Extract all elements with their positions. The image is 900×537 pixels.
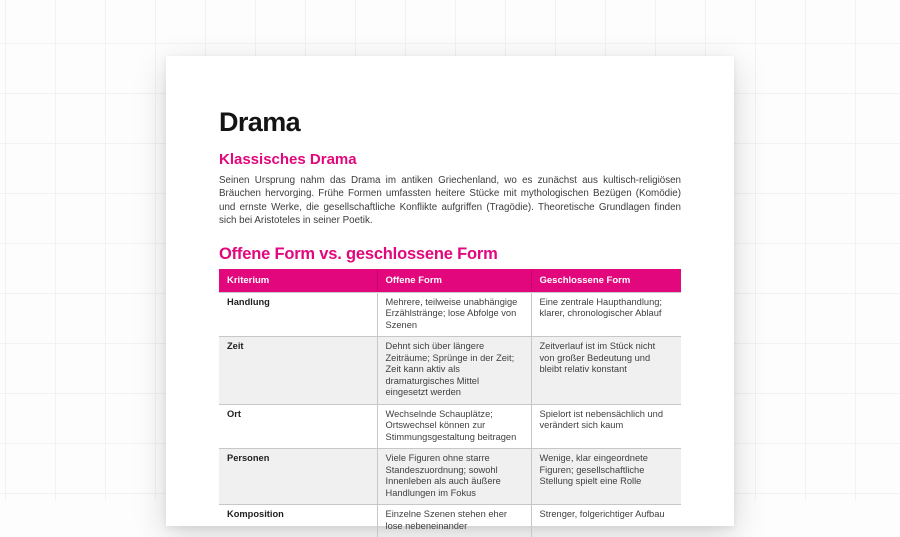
- row-label: Handlung: [219, 292, 377, 337]
- table-header-row: [219, 269, 681, 293]
- document-page: [166, 56, 734, 531]
- row-label: Zeit: [219, 337, 377, 405]
- cell-offene-form: Einzelne Szenen stehen eher lose nebeneinander: [377, 505, 531, 537]
- row-label: Ort: [219, 404, 377, 449]
- page-title: Drama: [219, 107, 301, 137]
- row-label: Komposition: [219, 505, 377, 537]
- row-label: Personen: [219, 449, 377, 505]
- cell-offene-form: Wechselnde Schauplätze; Ortswechsel können zur Stimmungsgestaltung beitragen: [377, 404, 531, 449]
- cell-geschlossene-form: Zeitverlauf ist im Stück nicht von großer Bedeutung und bleibt relativ konstant: [531, 337, 681, 405]
- table-row-komposition-clipped: [219, 505, 681, 537]
- section-heading-formvergleich: Offene Form vs. geschlossene Form: [219, 244, 498, 263]
- table-row-handlung: [219, 292, 681, 337]
- cell-geschlossene-form: Wenige, klar eingeordnete Figuren; gesellschaftliche Stellung spielt eine Rolle: [531, 449, 681, 505]
- table-row-zeit: [219, 337, 681, 405]
- table-body: [219, 292, 681, 537]
- cell-geschlossene-form: Eine zentrale Haupthandlung; klarer, chronologischer Ablauf: [531, 292, 681, 337]
- column-header-kriterium: Kriterium: [219, 269, 377, 293]
- table-row-personen: [219, 449, 681, 505]
- column-header-offene-form: Offene Form: [377, 269, 531, 293]
- column-header-geschlossene-form: Geschlossene Form: [531, 269, 681, 293]
- cell-geschlossene-form: Strenger, folgerichtiger Aufbau: [531, 505, 681, 537]
- cell-offene-form: Mehrere, teilweise unabhängige Erzählstränge; lose Abfolge von Szenen: [377, 292, 531, 337]
- table-header: [219, 269, 681, 293]
- form-comparison-table: [219, 269, 681, 537]
- table-row-ort: [219, 404, 681, 449]
- cell-offene-form: Viele Figuren ohne starre Standeszuordnung; sowohl Innenleben als auch äußere Handlungen im Fokus: [377, 449, 531, 505]
- cell-offene-form: Dehnt sich über längere Zeiträume; Sprünge in der Zeit; Zeit kann aktiv als dramaturgisches Mittel eingesetzt werden: [377, 337, 531, 405]
- section-heading-klassisches-drama: Klassisches Drama: [219, 151, 357, 168]
- section-paragraph: Seinen Ursprung nahm das Drama im antiken Griechenland, wo es zunächst aus kultisch-religiösen Bräuchen hervorging. Frühe Formen umfassten heitere Stücke mit mythologischen Bezügen (Komödie) und ernste Werke, die gesellschaftliche Konflikte aufgriffen (Tragödie). Theoretische Grundlagen finden sich bei Aristoteles in seiner Poetik.: [219, 175, 681, 227]
- cell-geschlossene-form: Spielort ist nebensächlich und verändert sich kaum: [531, 404, 681, 449]
